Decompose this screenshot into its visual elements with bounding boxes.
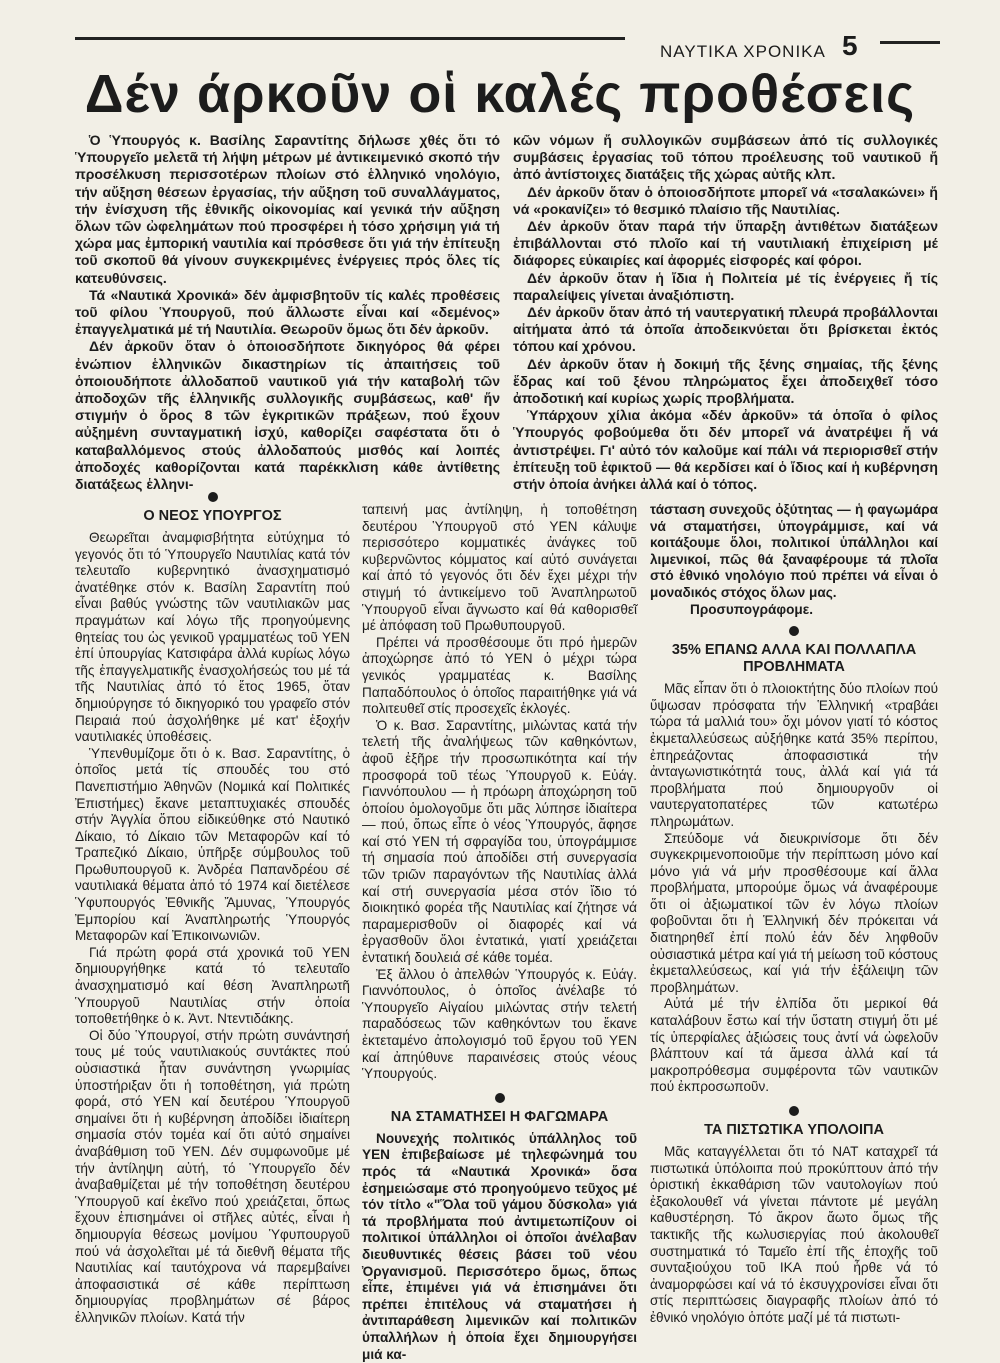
section-title: ΝΑ ΣΤΑΜΑΤΗΣΕΙ Η ΦΑΓΩΜΑΡΑ [390,1108,609,1125]
section-bullet-icon [495,1093,505,1103]
article-paragraph: ταπεινή μας ἀντίληψη, ἡ τοποθέτηση δευτέρου Ὑπουργοῦ στό ΥΕΝ κάλυψε περισσότερο κομματικές ἀνάγκες τοῦ κυβερνῶντος κόμματος καί αὐτό συνάγεται καί ἀπό τό γεγονός ὅτι δέν ἔχει μέχρι τήν στιγμή τό ἀντικείμενο τοῦ Ἀναπληρωτοῦ Ὑπουργοῦ εἶναι ἄγνωστο καί θά καθορισθεῖ μέ ἀπόφαση τοῦ Πρωθυπουργοῦ. [362,502,637,634]
lead-paragraph: Ὑπάρχουν χίλια ἀκόμα «δέν ἀρκοῦν» τά ὁποῖα ὁ φίλος Ὑπουργός φοβούμεθα ὅτι δέν μπορεῖ νά ἀνατρέψει ἤ νά ἀντιστρέψει. Γι' αὐτό τόν καλοῦμε καί πάλι νά περιορισθεῖ στήν ἐπίτευξη τοῦ ἐφικτοῦ — θά κερδίσει καί ὁ ἴδιος καί ἡ κυβέρνηση στήν ὁποία ἀνήκει ἀλλά καί ὁ τόπος. [513,407,938,493]
article-paragraph: Μᾶς καταγγέλλεται ὅτι τό ΝΑΤ καταχρεῖ τά πιστωτικά ὑπόλοιπα πού προκύπτουν ἀπό τήν ὁριστική ἐκκαθάριση τῶν ναυτολογίων πού ἐξακολουθεῖ νά γίνεται πάντοτε μέ μεγάλη καθυστέρηση. Τό ἄκρον ἄωτο ὅμως τῆς τακτικῆς τῆς κωλυσιεργίας πού ἀκολουθεῖ συστηματικά τό Ταμεῖο ἐπί τῆς ἐποχῆς τοῦ συνταξιούχου τοῦ ΙΚΑ πού ἦρθε νά τό ἀναμορφώσει καί νά τό ἐκσυγχρονίσει εἶναι ὅτι στίς περιπτώσεις διαγραφῆς πλοίων ἀπό τό ἐθνικό νηολόγιο ὁπότε μαζί μέ τά πιστωτι- [650,1144,938,1325]
section-bullet-icon [789,1106,799,1116]
header-rule-left [75,37,625,40]
section-bullet-icon [208,492,218,502]
lead-paragraph: Δέν ἀρκοῦν ὅταν ἡ δοκιμή τῆς ξένης σημαίας, τῆς ξένης ἕδρας καί τοῦ ξένου πληρώματος ἔχει ἀποδειχθεῖ τόσο ἀποδοτική καί κυρίως χωρίς προβλήματα. [513,355,938,407]
publication-name: ΝΑΥΤΙΚΑ ΧΡΟΝΙΚΑ [660,42,826,61]
lead-paragraph: κῶν νόμων ἤ συλλογικῶν συμβάσεων ἀπό τίς συλλογικές συμβάσεις ἐργασίας τοῦ τόπου προέλευσης τοῦ ναυτικοῦ ἤ ἀπό ἀντίστοιχες διατάξεις τῆς χώρας αὐτῆς κλπ. [513,132,938,183]
article-paragraph: τάσταση συνεχοῦς ὀξύτητας — ἡ φαγωμάρα νά σταματήσει, ὑπογράμμισε, καί νά κοιτάξουμε ὅλοι, πολιτικοί ὑπάλληλοι καί λιμενικοί, πῶς θά ξαναφέρουμε τά πλοῖα στό ἐθνικό νηολόγιο πού πρέπει νά εἶναι ὁ μοναδικός στόχος ὅλων μας. [650,502,938,600]
section-bullet-icon [789,626,799,636]
column-3 [650,502,938,1327]
article-paragraph: Ὁ κ. Βασ. Σαραντίτης, μιλώντας κατά τήν τελετή τῆς ἀναλήψεως τῶν καθηκόντων, ἀφοῦ ἐξῆρε τήν προσωπικότητα καί τήν προσφορά τοῦ τέως Ὑπουργοῦ κ. Εὐάγ. Γιαννόπουλου — ἡ πρόωρη ἀποχώρηση τοῦ ὁποίου ὁμολογοῦμε ὅτι μᾶς λύπησε ἰδιαίτερα — πού, ὅπως εἶπε ὁ νέος Ὑπουργός, ἄφησε καί στό ΥΕΝ τή σφραγίδα του, ὑπογράμμισε τή σημασία πού ἀποδίδει στή συνεργασία τῶν τριῶν παραγόντων τῆς Ναυτιλίας ἀλλά καί στή συνεργασία μέσα στόν ἴδιο τό διοικητικό φορέα τῆς Ναυτιλίας καί ζήτησε νά παραμερισθοῦν οἱ διαφορές καί νά ἐργασθοῦν ὅλοι ἐντατικά, γιατί χρειάζεται ἐντατική δουλειά σέ κάθε τομέα. [362,717,637,966]
article-paragraph: Θεωρεῖται ἀναμφισβήτητα εὐτύχημα τό γεγονός ὅτι τό Ὑπουργεῖο Ναυτιλίας κατά τόν τελευταῖο κυβερνητικό ἀνασχηματισμό ἀνατέθηκε στόν κ. Βασίλη Σαραντίτη πού εἶναι βαθύς γνώστης τῶν ναυτιλιακῶν μας πραγμάτων καί λόγω τῆς προηγούμενης θητείας του ὡς γενικοῦ γραμματέως τοῦ ΥΕΝ ἐπί ὑπουργίας Κατσιφάρα ἀλλά κυρίως λόγω τῆς ἐπαγγελματικῆς ἐνασχολήσεώς του μέ τά τῆς Ναυτιλίας ἀπό τό ἔτος 1965, ὅταν δημιούργησε τό δικηγορικό του γραφεῖο στόν Πειραιά πού ἀσχολήθηκε μέ κατ' ἐξοχήν ναυτιλιακές ὑποθέσεις. [75,530,350,745]
lead-paragraph: Δέν ἀρκοῦν ὅταν ἡ ἴδια ἡ Πολιτεία μέ τίς ἐνέργειες ἤ τίς παραλείψεις γίνεται ἀναξιόπιστη. [513,269,938,303]
lead-paragraph: Δέν ἀρκοῦν ὅταν παρά τήν ὕπαρξη ἀντιθέτων διατάξεων ἐπιβάλλονται στό πλοῖο καί τή ναυτιλιακή ἐπιχείριση μέ διάφορες εὐκαιρίες καί ἀφορμές εἰσφορές καί φόροι. [513,218,938,269]
article-paragraph: Γιά πρώτη φορά στά χρονικά τοῦ ΥΕΝ δημιουργήθηκε κατά τό τελευταῖο ἀνασχηματισμό καί θέση Ἀναπληρωτῆ Ὑπουργοῦ Ναυτιλίας στήν ὁποία τοποθετήθηκε ὁ κ. Ἀντ. Ντεντιδάκης. [75,944,350,1027]
lead-paragraph: Ὁ Ὑπουργός κ. Βασίλης Σαραντίτης δήλωσε χθές ὅτι τό Ὑπουργεῖο μελετᾶ τή λήψη μέτρων μέ ἀντικειμενικό σκοπό τήν προσέλκυση περισσοτέρων πλοίων στό ἑλληνικό νηολόγιο, τήν αὔξηση θέσεων ἐργασίας, τήν αὔξηση τοῦ συναλλάγματος, τήν ἐνίσχυση τῆς ἐθνικῆς οἰκονομίας καί γενικά τήν αὔξηση ὅλων τῶν ὠφελημάτων πού προσφέρει ἡ τόσο χρήσιμη γιά τή χώρα μας ἐμπορική ναυτιλία καί πρόσθεσε ὅτι γιά τήν ἐπίτευξη τοῦ σκοποῦ θά γίνουν συγκεκριμένες ἐνέργειες πρός ὅλες τίς κατευθύνσεις. [75,132,500,286]
section-title: ΤΑ ΠΙΣΤΩΤΙΚΑ ΥΠΟΛΟΙΠΑ [704,1122,884,1138]
article-paragraph: Οἱ δύο Ὑπουργοί, στήν πρώτη συνάντησή τους μέ τούς ναυτιλιακούς συντάκτες πού οὐσιαστικά ἦταν συνάντηση γνωριμίας ὑποστήριξαν ὅτι ἡ τοποθέτηση, γιά πρώτη φορά, στό ΥΕΝ καί δευτέρου Ὑπουργοῦ σημαίνει ὅτι ἡ κυβέρνηση ἀποδίδει ἰδιαίτερη σημασία στόν τομέα καί ὅτι αὐτό σημαίνει ἀναβάθμιση τοῦ ΥΕΝ. Δέν συμφωνοῦμε μέ τήν ἀντίληψη αὐτή, τό Ὑπουργεῖο δέν ἀναβαθμίζεται μέ τήν τοποθέτηση δευτέρου Ὑπουργοῦ καί ἐκεῖνο πού χρειάζεται, ὅπως ἔχουν ἐπισημάνει οἱ στῆλες αὐτές, εἶναι ἡ δημιουργία θέσεως μονίμου Ὑφυπουργοῦ πού νά ἀσχολεῖται μέ τά διεθνῆ θέματα τῆς Ναυτιλίας καί ταυτόχρονα νά παρεμβαίνει ἀποφασιστικά σέ κάθε περίπτωση δημιουργίας προβλημάτων σέ βάρος ἑλληνικῶν πλοίων. Κατά τήν [75,1027,350,1325]
article-paragraph: Αὐτά μέ τήν ἐλπίδα ὅτι μερικοί θά καταλάβουν ἔστω καί τήν ὕστατη στιγμή ὅτι μέ τίς ὑπερφίαλες ἀξιώσεις τους ἀντί νά ὠφελοῦν βλάπτουν καί τά ἄμεσα ἀλλά καί τά μακροπρόθεσμα συμφέροντα τῶν ναυτικῶν πού ἐκπροσωποῦν. [650,996,938,1095]
article-paragraph: Πρέπει νά προσθέσουμε ὅτι πρό ἡμερῶν ἀποχώρησε ἀπό τό ΥΕΝ ὁ μέχρι τώρα γενικός γραμματέας κ. Βασίλης Παπαδόπουλος ὁ ὁποῖος παραιτήθηκε γιά νά πολιτευθεῖ στίς προσεχεῖς ἐκλογές. [362,634,637,717]
article-paragraph: Μᾶς εἶπαν ὅτι ὁ πλοιοκτήτης δύο πλοίων πού ὕψωσαν πρόσφατα τήν Ἑλληνική «τραβάει τώρα τά μαλλιά του» ὄχι μόνον γιατί τό κόστος ἐκμεταλλεύσεως αὐξήθηκε κατά 35% περίπου, ἐπηρεάζοντας ἀποφασιστικά τήν ἀνταγωνιστικότητά τους, ἀλλά καί γιά τά προβλήματα πού δημιουργοῦν οἱ ναυτεργατοπατέρες τῶν κατωτέρω πληρωμάτων. [650,681,938,829]
headline: Δέν άρκοῦν οἱ καλές προθέσεις [84,64,916,124]
page-number: 5 [842,30,858,61]
lead-paragraph: Τά «Ναυτικά Χρονικά» δέν ἀμφισβητοῦν τίς καλές προθέσεις τοῦ φίλου Ὑπουργοῦ, πού ἄλλωστε εἶναι καί «δεμένος» ἐπαγγελματικά μέ τή Ναυτιλία. Θεωροῦν ὅμως ὅτι δέν ἀρκοῦν. [75,286,500,338]
column-1 [75,488,350,1327]
signoff: Προσυπογράφομε. [690,601,813,617]
article-paragraph: Ἐξ ἄλλου ὁ ἀπελθών Ὑπουργός κ. Εὐάγ. Γιαννόπουλος, ὁ ὁποῖος ἀνέλαβε τό Ὑπουργεῖο Αἰγαίου μιλώντας στήν τελετή παραδόσεως τῶν καθηκόντων του ἔκανε ἐκτεταμένο ἀπολογισμό τοῦ ἔργου τοῦ ΥΕΝ καί ἀπηύθυνε παραινέσεις στούς νέους Ὑπουργούς. [362,966,637,1082]
article-paragraph: Νουνεχής πολιτικός ὑπάλληλος τοῦ ΥΕΝ ἐπιβεβαίωσε μέ τηλεφώνημά του πρός τά «Ναυτικά Χρονικά» ὅσα ἐσημειώσαμε στό προηγούμενο τεῦχος μέ τόν τίτλο «"Ὅλα τοῦ γάμου δύσκολα» γιά τά προβλήματα πού ἀντιμετωπίζουν οἱ πολιτικοί ὑπάλληλοι οἱ ὁποῖοι ἀνέλαβαν διευθυντικές θέσεις βάσει τοῦ νέου Ὀργανισμοῦ. Περισσότερο ὅμως, ὅπως εἶπε, ἐπιμένει γιά νά ἐπισημάνει ὅτι πρέπει ἐπιτέλους νά σταματήσει ἡ ἀντιπαράθεση λιμενικῶν καί πολιτικῶν ὑπαλλήλων ἡ ὁποία ἔχει δημιουργήσει μιά κα- [362,1130,637,1362]
lead-column-right [513,132,938,493]
lead-paragraph: Δέν ἀρκοῦν ὅταν ὁ ὁποιοσδήποτε δικηγόρος θά φέρει ἐνώπιον ἑλληνικῶν δικαστηρίων τίς ἀπαιτήσεις τοῦ ὁποιουδήποτε ἀλλοδαποῦ ναυτικοῦ γιά τήν καταβολή τῶν ἀποδοχῶν τῆς ἑλληνικῆς συλλογικῆς συμβάσεως, καθ' ἥν στιγμήν ὁ ὅρος 8 τῶν ἐγκριτικῶν πράξεων, πού ἔχουν αὐξημένη συνταγματική ἰσχύ, καθορίζει σαφέστατα ὅτι ὁ καταβαλλόμενος στούς ἀλλοδαπούς μισθός καί λοιπές ἀποδοχές καθορίζονται κατά παρέκκλιση κάθε ἀντίθετης διατάξεως ἑλληνι- [75,338,500,493]
article-paragraph: Σπεύδομε νά διευκρινίσομε ὅτι δέν συγκεκριμενοποιοῦμε τήν περίπτωση μόνο καί μόνο γιά νά μήν προσθέσουμε καί ἄλλα προβλήματα, μπορούμε ὅμως νά ἀναφέρουμε ὅτι οἱ ἀξιωματικοί τῶν ἐν λόγω πλοίων φοβοῦνται ὅτι ἡ Ἑλληνική δέν πρόκειται νά διατηρηθεῖ ἐπί πολύ ἐάν δέν ληφθοῦν οὐσιαστικά μέτρα καί γιά τή μείωση τοῦ κόστους ἐκμεταλλεύσεως, καί γιά τήν ἐξάλειψη τῶν προβλημάτων. [650,830,938,995]
lead-paragraph: Δέν ἀρκοῦν ὅταν ὁ ὁποιοσδήποτε μπορεῖ νά «τσαλακώνει» ἤ νά «ροκανίζει» τό θεσμικό πλαίσιο τῆς Ναυτιλίας. [513,183,938,217]
section-title: Ο ΝΕΟΣ ΥΠΟΥΡΓΟΣ [143,508,282,524]
article-paragraph: Ὑπενθυμίζομε ὅτι ὁ κ. Βασ. Σαραντίτης, ὁ ὁποῖος μετά τίς σπουδές του στό Πανεπιστήμιο Ἀθηνῶν (Νομικά καί Πολιτικές Ἐπιστήμες) ἔκανε μεταπτυχιακές σπουδές στήν Ἀγγλία ὅπου εἰδικεύθηκε στό Ναυτικό Δίκαιο, τό Δίκαιο τῶν Μεταφορῶν καί τό Τραπεζικό Δίκαιο, ὑπῆρξε σύμβουλος τοῦ Πρωθυπουργοῦ κ. Ἀνδρέα Παπανδρέου σέ ναυτιλιακά θέματα ἀπό τό 1974 καί διετέλεσε Ὑφυπουργός Ἐθνικῆς Ἄμυνας, Ὑπουργός Ἐμπορίου καί Ἀναπληρωτής Ὑπουργός Μεταφορῶν καί Ἐπικοινωνιῶν. [75,745,350,944]
column-2 [362,502,637,1363]
lead-column-left [75,132,500,493]
lead-paragraph: Δέν ἀρκοῦν ὅταν ἀπό τή ναυτεργατική πλευρά προβάλλονται αἰτήματα ἀπό τά ὁποῖα ἀποδεικνύεται ὅτι βρίσκεται ἐκτός τόπου καί χρόνου. [513,304,938,355]
header-rule-right [880,41,940,44]
section-title: 35% ΕΠΑΝΩ ΑΛΛΑ ΚΑΙ ΠΟΛΛΑΠΛΑ ΠΡΟΒΛΗΜΑΤΑ [671,642,917,676]
